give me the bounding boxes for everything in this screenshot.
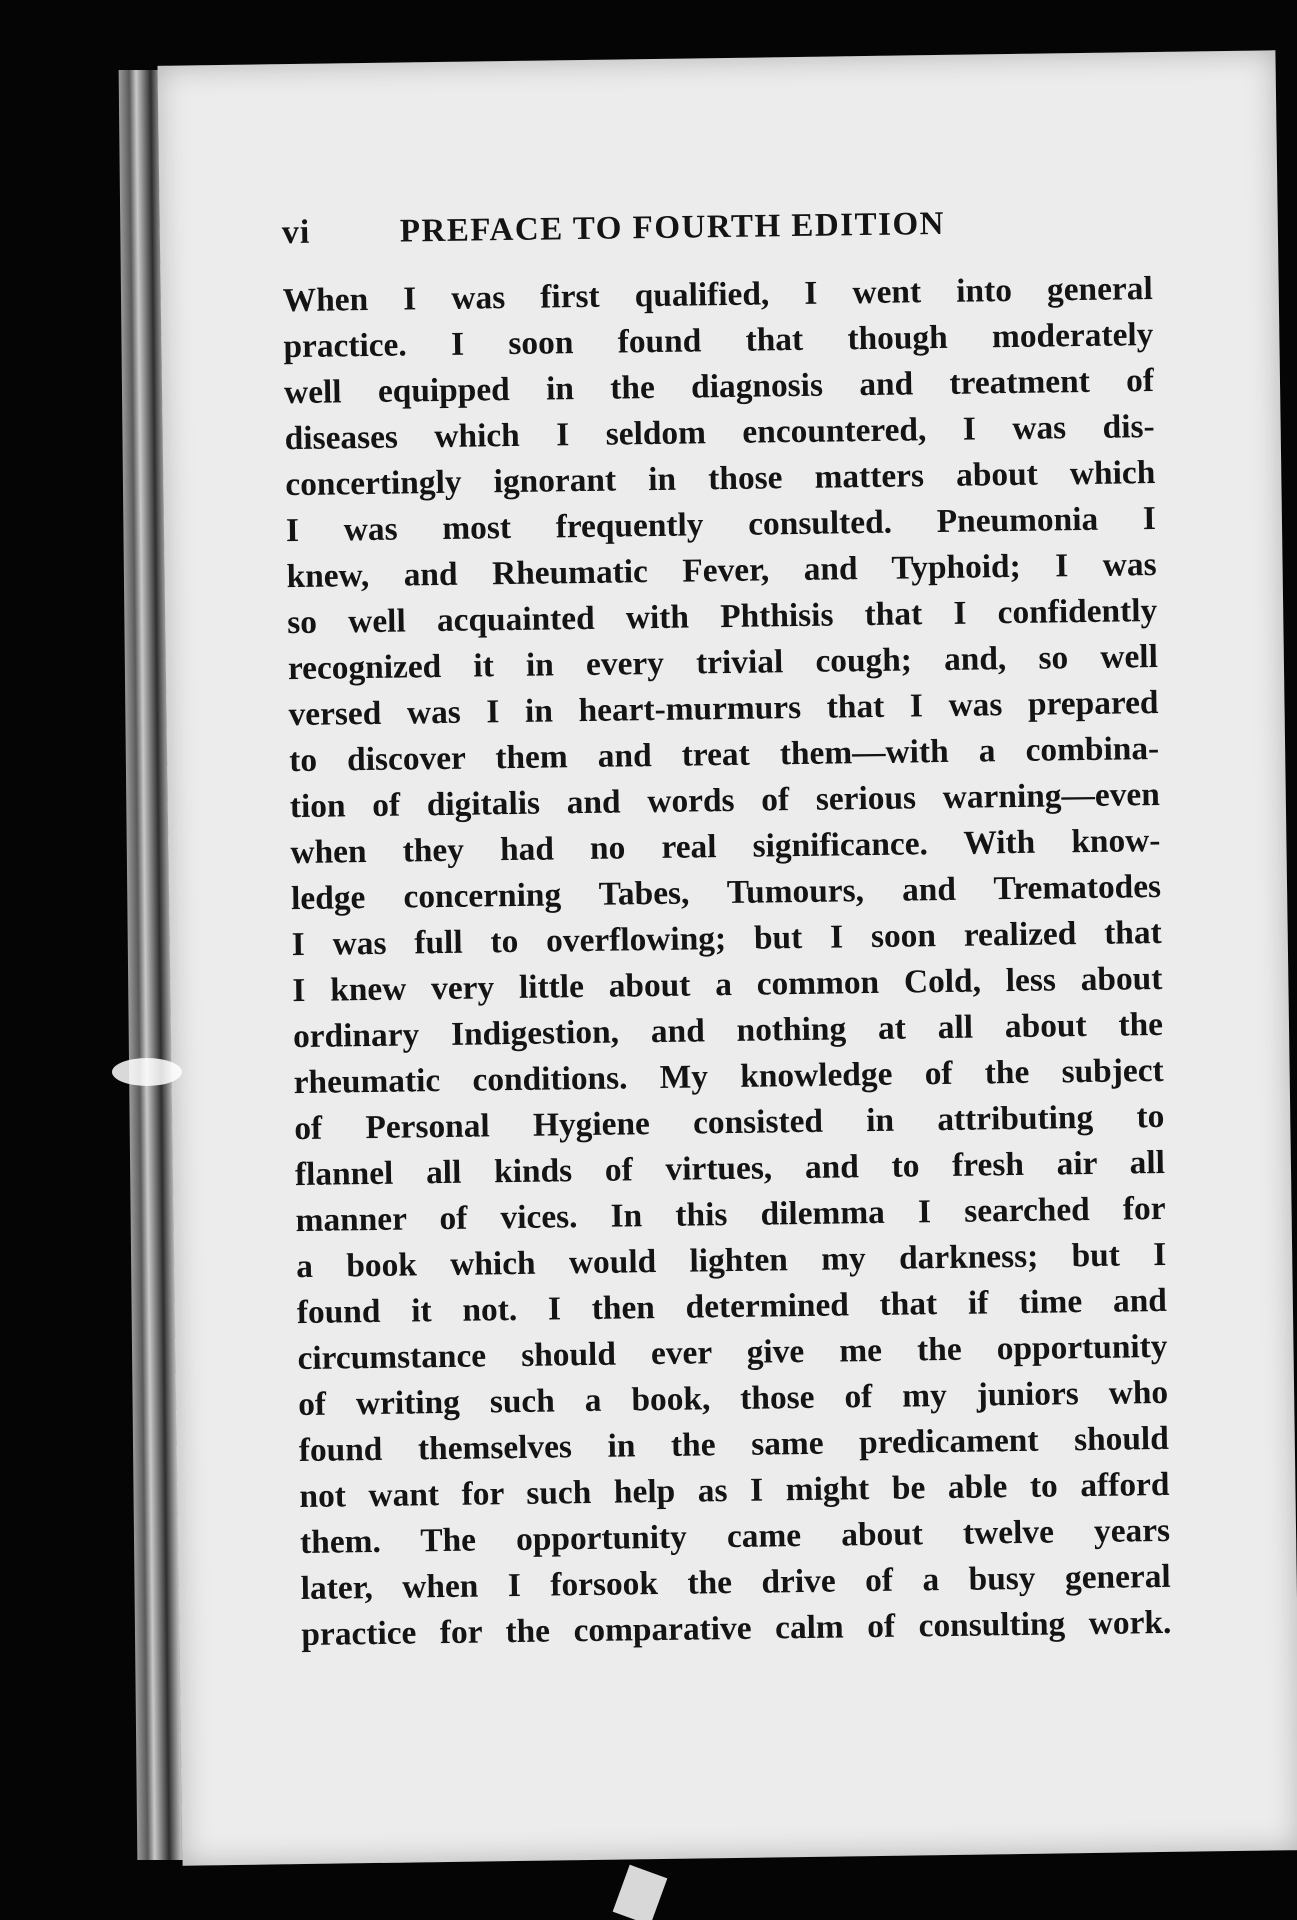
page-content	[282, 202, 1172, 1658]
text-line: of Personal Hygiene consisted in attributing to	[294, 1097, 1165, 1148]
running-head	[282, 202, 1152, 252]
text-line: ledge concerning Tabes, Tumours, and Trematodes	[290, 867, 1162, 918]
text-line: versed was I in heart-murmurs that I was prepared	[288, 683, 1159, 734]
text-line: a book which would lighten my darkness; but I	[296, 1235, 1167, 1286]
text-line: of writing such a book, those of my juniors who	[297, 1373, 1169, 1424]
scan-artifact	[613, 1865, 668, 1920]
text-line: to discover them and treat them—with a combina-	[288, 729, 1160, 780]
text-line: diseases which I seldom encountered, I was dis-	[284, 408, 1155, 458]
text-line: not want for such help as I might be able to afford	[299, 1465, 1170, 1516]
running-head-title: PREFACE TO FOURTH EDITION	[399, 205, 946, 250]
text-line: practice. I soon found that though moderately	[283, 316, 1154, 366]
text-line: flannel all kinds of virtues, and to fresh air all	[294, 1143, 1166, 1194]
text-line: practice for the comparative calm of consulting work.	[301, 1603, 1172, 1654]
text-line: found themselves in the same predicament should	[298, 1419, 1170, 1470]
text-line: when they had no real significance. With know-	[290, 821, 1161, 872]
text-line: knew, and Rheumatic Fever, and Typhoid; I was	[286, 545, 1157, 596]
text-line: circumstance should ever give me the opportunity	[297, 1327, 1168, 1378]
page-sheet	[157, 50, 1297, 1865]
scan-artifact	[112, 1058, 182, 1086]
text-line: When I was first qualified, I went into general	[282, 270, 1153, 320]
text-line: I was full to overflowing; but I soon realized that	[291, 913, 1162, 964]
text-line: tion of digitalis and words of serious warning—even	[289, 775, 1161, 826]
text-line: found it not. I then determined that if time and	[296, 1281, 1168, 1332]
text-line: recognized it in every trivial cough; and, so well	[287, 637, 1159, 688]
body-paragraph	[282, 266, 1171, 1658]
page-number: vi	[281, 213, 311, 252]
text-line: ordinary Indigestion, and nothing at all about the	[292, 1005, 1164, 1056]
text-line: rheumatic conditions. My knowledge of the subject	[293, 1051, 1164, 1102]
text-line: well equipped in the diagnosis and treatment of	[283, 362, 1155, 412]
text-line: manner of vices. In this dilemma I searched for	[295, 1189, 1166, 1240]
text-line: them. The opportunity came about twelve years	[299, 1511, 1171, 1562]
text-line: so well acquainted with Phthisis that I confidently	[287, 591, 1158, 642]
text-line: I was most frequently consulted. Pneumonia I	[285, 499, 1157, 550]
text-line: later, when I forsook the drive of a busy general	[300, 1557, 1171, 1608]
text-line: I knew very little about a common Cold, less about	[292, 959, 1163, 1010]
text-line: concertingly ignorant in those matters about which	[285, 454, 1156, 504]
